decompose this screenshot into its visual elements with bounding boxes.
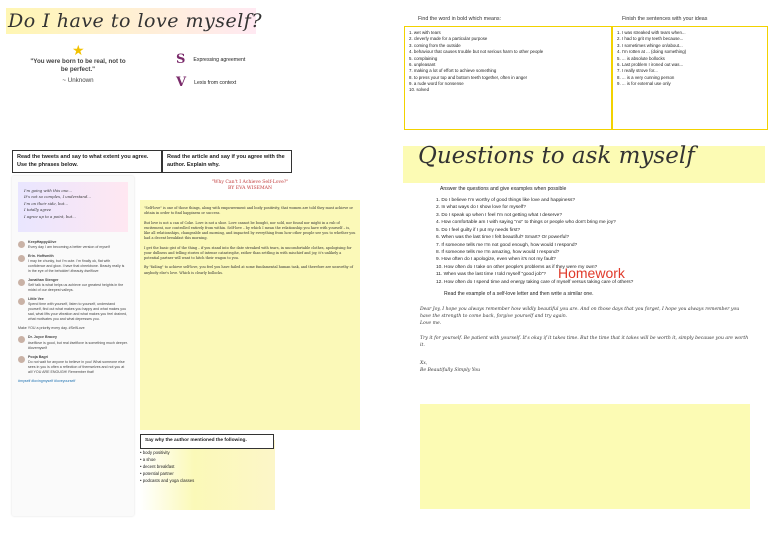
skills-box (176, 52, 306, 90)
vocab-item: 2. cleverly made for a particular purpose (409, 36, 488, 42)
quote-author: ~ Unknown (62, 76, 94, 84)
sentence-item: 5. ... is absolute bollocks (617, 55, 665, 61)
tweet-user: Dr. Joyce Bracey (28, 335, 57, 340)
phrase: I agree up to a point, but... (24, 213, 76, 219)
tweet-text: Spend time with yourself, listen to yourself, understand yourself, find out what makes you happy and what makes you sad, what lifts your vibration and what makes you feel drained, what motivates you and what depresses you. (28, 302, 128, 322)
tweet-text: #myself #lovingmyself #loveyourself (18, 378, 76, 383)
question-item: 10. How often do I take on other people's problems as if they were my own? (436, 264, 598, 270)
question-item: 5. Do I feel guilty if I put my needs first? (436, 227, 520, 233)
letter-line: Try it for yourself. Be patient with yourself. It's okay if it takes time. But the time that it takes will be worth it, simply because you are worth it. (420, 336, 749, 349)
phrase: I'm going with this one... (24, 188, 72, 193)
avatar (18, 298, 25, 305)
summary-item: • potential partner (140, 470, 174, 476)
sentence-item: 9. ... is for external use only (617, 81, 671, 86)
avatar (18, 356, 25, 363)
question-item: 4. How comfortable am I with saying "no" to things or people who don't bring me joy? (436, 220, 616, 226)
summary-item: • decent breakfast (140, 463, 175, 469)
tweets-panel (12, 176, 134, 516)
question-item: 11. When was the last time I told myself "good job"? (436, 272, 546, 278)
skill-letter: S (176, 52, 186, 67)
example-letter (420, 306, 750, 374)
tweet (12, 353, 134, 377)
homework-instruction: Read the example of a self-love letter and then write a similar one. (444, 291, 594, 297)
questions-title: Questions to ask myself (418, 143, 695, 169)
question-item: 9. How often do I apologize, even when it's not my fault? (436, 257, 556, 263)
article-paragraph: "Self-love" is one of those things, along with empowerment and body positivity, that women are told they must achieve or obtain in order to find happiness or success. (144, 206, 353, 216)
quote (28, 58, 128, 85)
tweet-text: Make YOU a priority every day. #SelfLove (18, 326, 85, 331)
sentence-item: 4. I'm rotten at ... (doing something) (617, 49, 687, 55)
vocab-heading: Find the word in bold which means: (418, 16, 502, 22)
tweet-user: KeepHappyAlive (28, 240, 57, 244)
vocab-item: 9. a rude word for nonsense (409, 81, 464, 86)
tweet (12, 333, 134, 352)
tweet-text: Every day I am becoming a better version of myself (28, 245, 110, 250)
article-paragraph: I get the basic gist of the thing – if you stand into the date streaked with tears, in uncomfortable clothes, apologising for your dullness and telling stories of intense catastrophe, rather than settling in with mischief and joy, it's unlikely a potential partner will want to hitch their wagon to you. (144, 245, 352, 261)
sentences-box (612, 26, 768, 130)
question-item: 1. Do I believe I'm worthy of good things like love and happiness? (436, 198, 576, 203)
tweet-text: #selflove is good, but real #selflove is something much deeper. #lovemyself (28, 340, 128, 350)
tweets-instruction: Read the tweets and say to what extent you agree. Use the phrases below. (12, 150, 162, 173)
summary-item: • podcasts and yoga classes (140, 477, 195, 483)
skill-row-v (176, 75, 306, 90)
sentences-heading: Finish the sentences with your ideas (622, 16, 708, 22)
tweet (12, 377, 134, 386)
tweet-text: I may be chunky, but I'm cute. I'm finally ok, flat with confidence and glow. I have that cheekbone. Beauty really is in the eye of the beholder! #beauty #selflove (28, 259, 125, 274)
writing-area[interactable] (420, 404, 750, 509)
phrase: I'm on their side, but... (24, 200, 69, 206)
vocab-item: 7. making a lot of effort to achieve something (409, 68, 497, 74)
question-item: 7. If someone tells me I'm not good enough, how would I respond? (436, 242, 578, 248)
vocab-item: 1. wet with tears (409, 30, 441, 35)
skill-label: Expressing agreement (193, 56, 246, 63)
skill-row-s (176, 52, 306, 67)
tweet (12, 276, 134, 295)
tweet-user: Little Vee (28, 297, 44, 302)
questions-instruction: Answer the questions and give examples when possible (440, 186, 567, 192)
avatar (18, 255, 25, 262)
letter-line: Be Beautifully Simply You (420, 367, 481, 373)
vocab-item: 8. to press your top and bottom teeth together, often in anger (409, 74, 528, 80)
summary-item: • body positivity (140, 450, 170, 455)
sentence-item: 3. I sometimes whinge on/about... (617, 42, 683, 48)
vocab-item: 3. coming from the outside (409, 42, 461, 48)
avatar (18, 279, 25, 286)
sentence-item: 2. I had to grit my teeth because... (617, 36, 684, 42)
homework-title: Homework (558, 265, 625, 281)
summary-list (140, 450, 194, 484)
vocab-item: 6. unpleasant (409, 61, 436, 67)
tweet (12, 252, 134, 276)
phrase-list (18, 182, 128, 232)
sentence-item: 6. Last problem I ironed out was... (617, 61, 684, 67)
avatar (18, 336, 25, 343)
tweet-text: Do not wait for anyone to believe in you! What someone else sees in you is often a reflection of themselves and not you at all! YOU ARE ENOUGH! Remember that! (28, 359, 125, 374)
question-item: 3. Do I speak up when I feel I'm not getting what I deserve? (436, 212, 562, 218)
quote-text: "You were born to be real, not to be perfect." (30, 58, 126, 74)
letter-line: Dear Joy, I hope you always remember how wildly beautiful you are. And on those days that you forget, I hope you always remember you have the strength to come back, forgive yourself and try again. (420, 307, 740, 320)
summary-item: • a shoe (140, 456, 156, 462)
vocab-box (404, 26, 612, 130)
summary-instruction: Say why the author mentioned the following. (140, 434, 274, 449)
sentence-item: 1. I was streaked with tears when... (617, 30, 686, 35)
question-item: 8. If someone tells me I'm amazing, how would I respond? (436, 249, 560, 255)
sentence-item: 8. ... is a very cunning person (617, 74, 675, 80)
phrase: It's not so complex, I understand... (24, 194, 91, 200)
tweet (12, 238, 134, 252)
vocab-item: 5. complaining (409, 55, 438, 61)
tweet (12, 324, 134, 333)
article-title: "Why Can't I Achieve Self-Love?" (211, 180, 289, 185)
skill-label: Lexis from context (194, 79, 237, 86)
skill-letter: V (176, 75, 187, 90)
article-author: BY EVA WISEMAN (227, 186, 272, 191)
tweet-user: Pooja Bagri (28, 354, 48, 359)
question-item: 2. In what ways do I show love for myself? (436, 205, 526, 211)
star-icon: ★ (72, 42, 85, 58)
question-item: 12. How often do I spend time and energy taking care of myself versus taking care of others? (436, 279, 634, 285)
page-title: Do I have to love myself? (8, 10, 263, 32)
avatar (18, 241, 25, 248)
letter-line: Xx, (420, 360, 428, 366)
article-paragraph: But love is not a can of Coke. Love is not a shoe. Love cannot be bought, nor sold, nor found nor might in a rub of excitement, nor controlled entirely from within. Self-love – by which I mean the relationship you have with yourself – is, like all relationships, changeable and morning, and impacted by everything from how other people see you to whether you had a decent breakfast this morning. (144, 220, 356, 241)
article-paragraph: By "failing" to achieve self-love, you feel you have failed at some fundamental human task, and therefore are unworthy of anybody else's love. Which is clearly bollocks. (144, 265, 353, 275)
tweet-user: Jonathan Stenger (28, 278, 59, 283)
vocab-item: 10. solved (409, 87, 430, 93)
tweet-user: Erin. Hoffsmith (28, 254, 54, 259)
question-item: 6. When was the last time I felt beautiful? Smart? Or powerful? (436, 235, 570, 241)
article-instruction: Read the article and say if you agree with the author. Explain why. (162, 150, 292, 173)
tweet (12, 295, 134, 324)
sentence-item: 7. I really strove for... (617, 68, 658, 74)
phrase: I totally agree (24, 207, 52, 213)
letter-line: Love me. (420, 321, 442, 327)
tweet-text: Self talk is what helps us achieve our greatest heights in the midst of our deepest valleys. (28, 283, 124, 293)
vocab-item: 4. behaviour that causes trouble but not serious harm to other people (409, 49, 544, 55)
